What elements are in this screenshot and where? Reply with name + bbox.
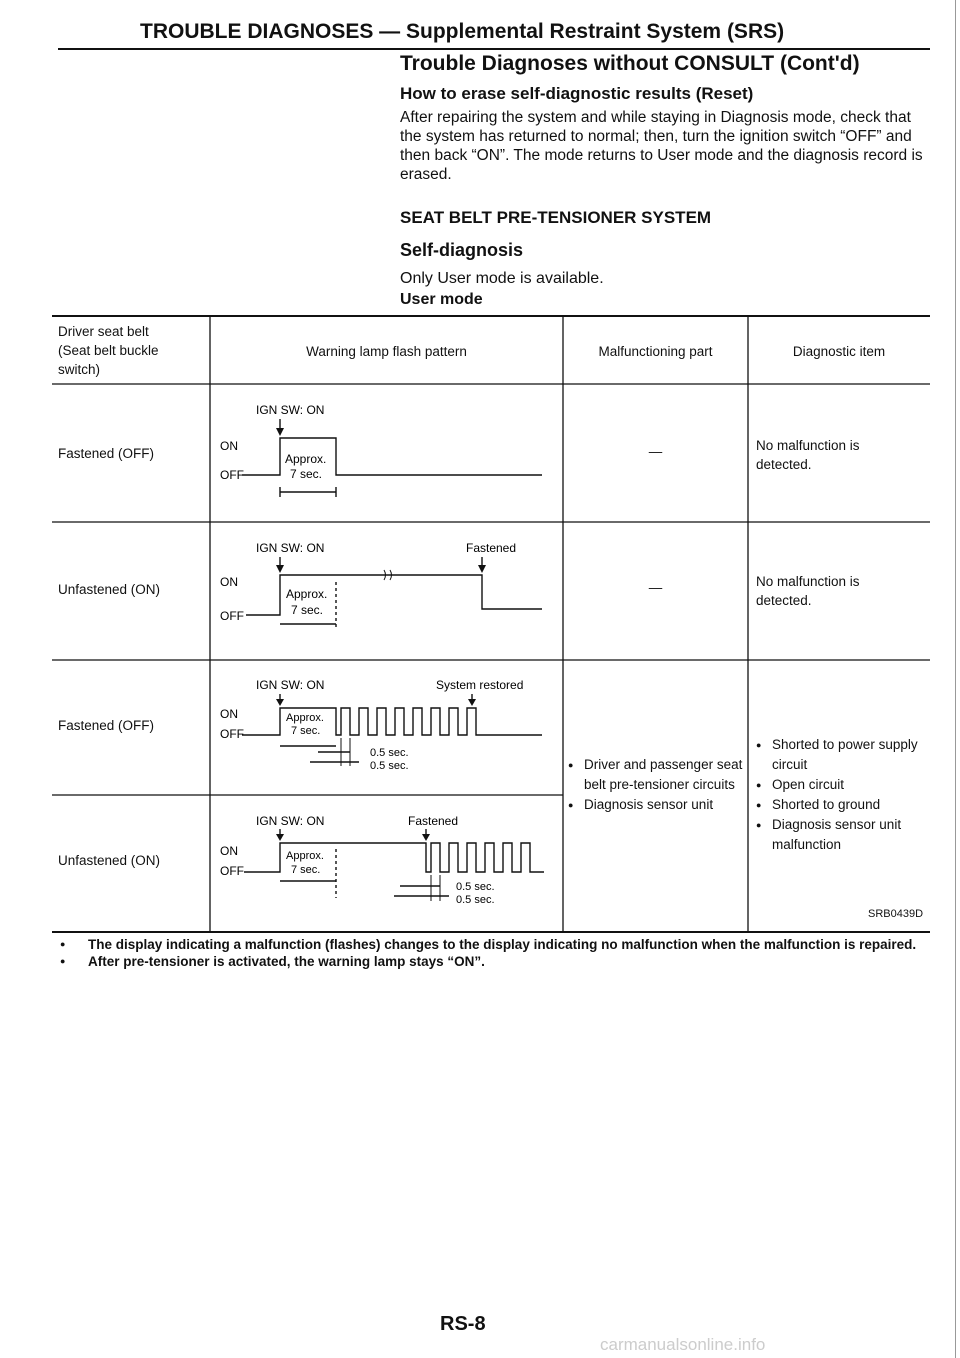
list-item: ● Diagnosis sensor unit — [568, 795, 746, 815]
header-flash-pattern: Warning lamp flash pattern — [306, 344, 467, 359]
off-label: OFF — [220, 727, 244, 741]
list-item: ● Diagnosis sensor unit malfunction — [756, 815, 928, 855]
off-label: OFF — [220, 864, 244, 878]
seven-sec-label: 7 sec. — [290, 467, 323, 481]
half-sec-label: 0.5 sec. — [370, 760, 409, 772]
row2-part: — — [648, 580, 663, 595]
approx-label: Approx. — [286, 850, 324, 862]
header-malfunctioning-part: Malfunctioning part — [598, 344, 713, 359]
seven-sec-label: 7 sec. — [291, 864, 321, 876]
ign-label: IGN SW: ON — [256, 814, 325, 828]
timing-diagram-row3 — [214, 668, 559, 792]
half-sec-label: 0.5 sec. — [370, 747, 409, 759]
off-label: OFF — [220, 468, 244, 482]
on-label: ON — [220, 575, 238, 589]
header-diagnostic-item: Diagnostic item — [792, 344, 886, 359]
row2-state: Unfastened (ON) — [58, 582, 161, 597]
half-sec-label: 0.5 sec. — [456, 894, 495, 906]
usermode-heading: User mode — [400, 291, 483, 308]
timing-diagram-row1 — [214, 392, 559, 518]
selfdiag-text: Only User mode is available. — [400, 270, 604, 287]
approx-label: Approx. — [286, 587, 328, 601]
ign-label: IGN SW: ON — [256, 541, 325, 555]
timing-diagram-row4 — [214, 803, 559, 929]
timing-diagram-row2 — [214, 530, 559, 656]
row1-part: — — [648, 444, 663, 459]
seatbelt-heading: SEAT BELT PRE-TENSIONER SYSTEM — [400, 208, 712, 227]
erase-heading: How to erase self-diagnostic results (Reset) — [400, 84, 754, 103]
half-sec-label: 0.5 sec. — [456, 881, 495, 893]
selfdiag-heading: Self-diagnosis — [400, 240, 524, 260]
section-title: Trouble Diagnoses without CONSULT (Cont'd) — [400, 52, 860, 75]
notes — [58, 937, 930, 969]
on-label: ON — [220, 844, 238, 858]
system-restored-label: System restored — [436, 678, 524, 692]
erase-paragraph: After repairing the system and while staying in Diagnosis mode, check that the system has returned to normal; then, turn the ignition switch “OFF” and then back “ON”. The mode returns to User mode and the diagnosis record is erased. — [400, 109, 923, 183]
row1-state: Fastened (OFF) — [58, 446, 155, 461]
list-item: ● Open circuit — [756, 775, 928, 795]
page-number: RS-8 — [440, 1313, 486, 1335]
list-item: ● Shorted to ground — [756, 795, 928, 815]
list-item: ● Driver and passenger seat belt pre-tensioner circuits — [568, 755, 746, 795]
row4-state: Unfastened (ON) — [58, 853, 161, 868]
on-label: ON — [220, 439, 238, 453]
row2-diag: No malfunction is detected. — [756, 574, 860, 608]
figure-code: SRB0439D — [868, 908, 924, 920]
approx-label: Approx. — [285, 452, 327, 466]
watermark: carmanualsonline.info — [600, 1335, 766, 1354]
note-item: ● After pre-tensioner is activated, the warning lamp stays “ON”. — [58, 954, 930, 969]
off-label: OFF — [220, 609, 244, 623]
seven-sec-label: 7 sec. — [291, 603, 324, 617]
fastened-label: Fastened — [466, 541, 517, 555]
list-item: ● Shorted to power supply circuit — [756, 735, 928, 775]
ign-label: IGN SW: ON — [256, 403, 325, 417]
header-driver-seat-belt: Driver seat belt (Seat belt buckle switch) — [58, 324, 159, 377]
row1-diag: No malfunction is detected. — [756, 438, 860, 472]
seven-sec-label: 7 sec. — [291, 725, 321, 737]
approx-label: Approx. — [286, 712, 324, 724]
note-item: ● The display indicating a malfunction (flashes) changes to the display indicating no malfunction when the malfunction is repaired. — [58, 937, 930, 952]
page-header-title: TROUBLE DIAGNOSES — Supplemental Restraint System (SRS) — [140, 20, 785, 43]
fastened-label: Fastened — [408, 814, 459, 828]
merged-parts-list — [568, 755, 746, 815]
merged-diag-list — [756, 735, 928, 855]
row3-state: Fastened (OFF) — [58, 718, 155, 733]
on-label: ON — [220, 707, 238, 721]
ign-label: IGN SW: ON — [256, 678, 325, 692]
